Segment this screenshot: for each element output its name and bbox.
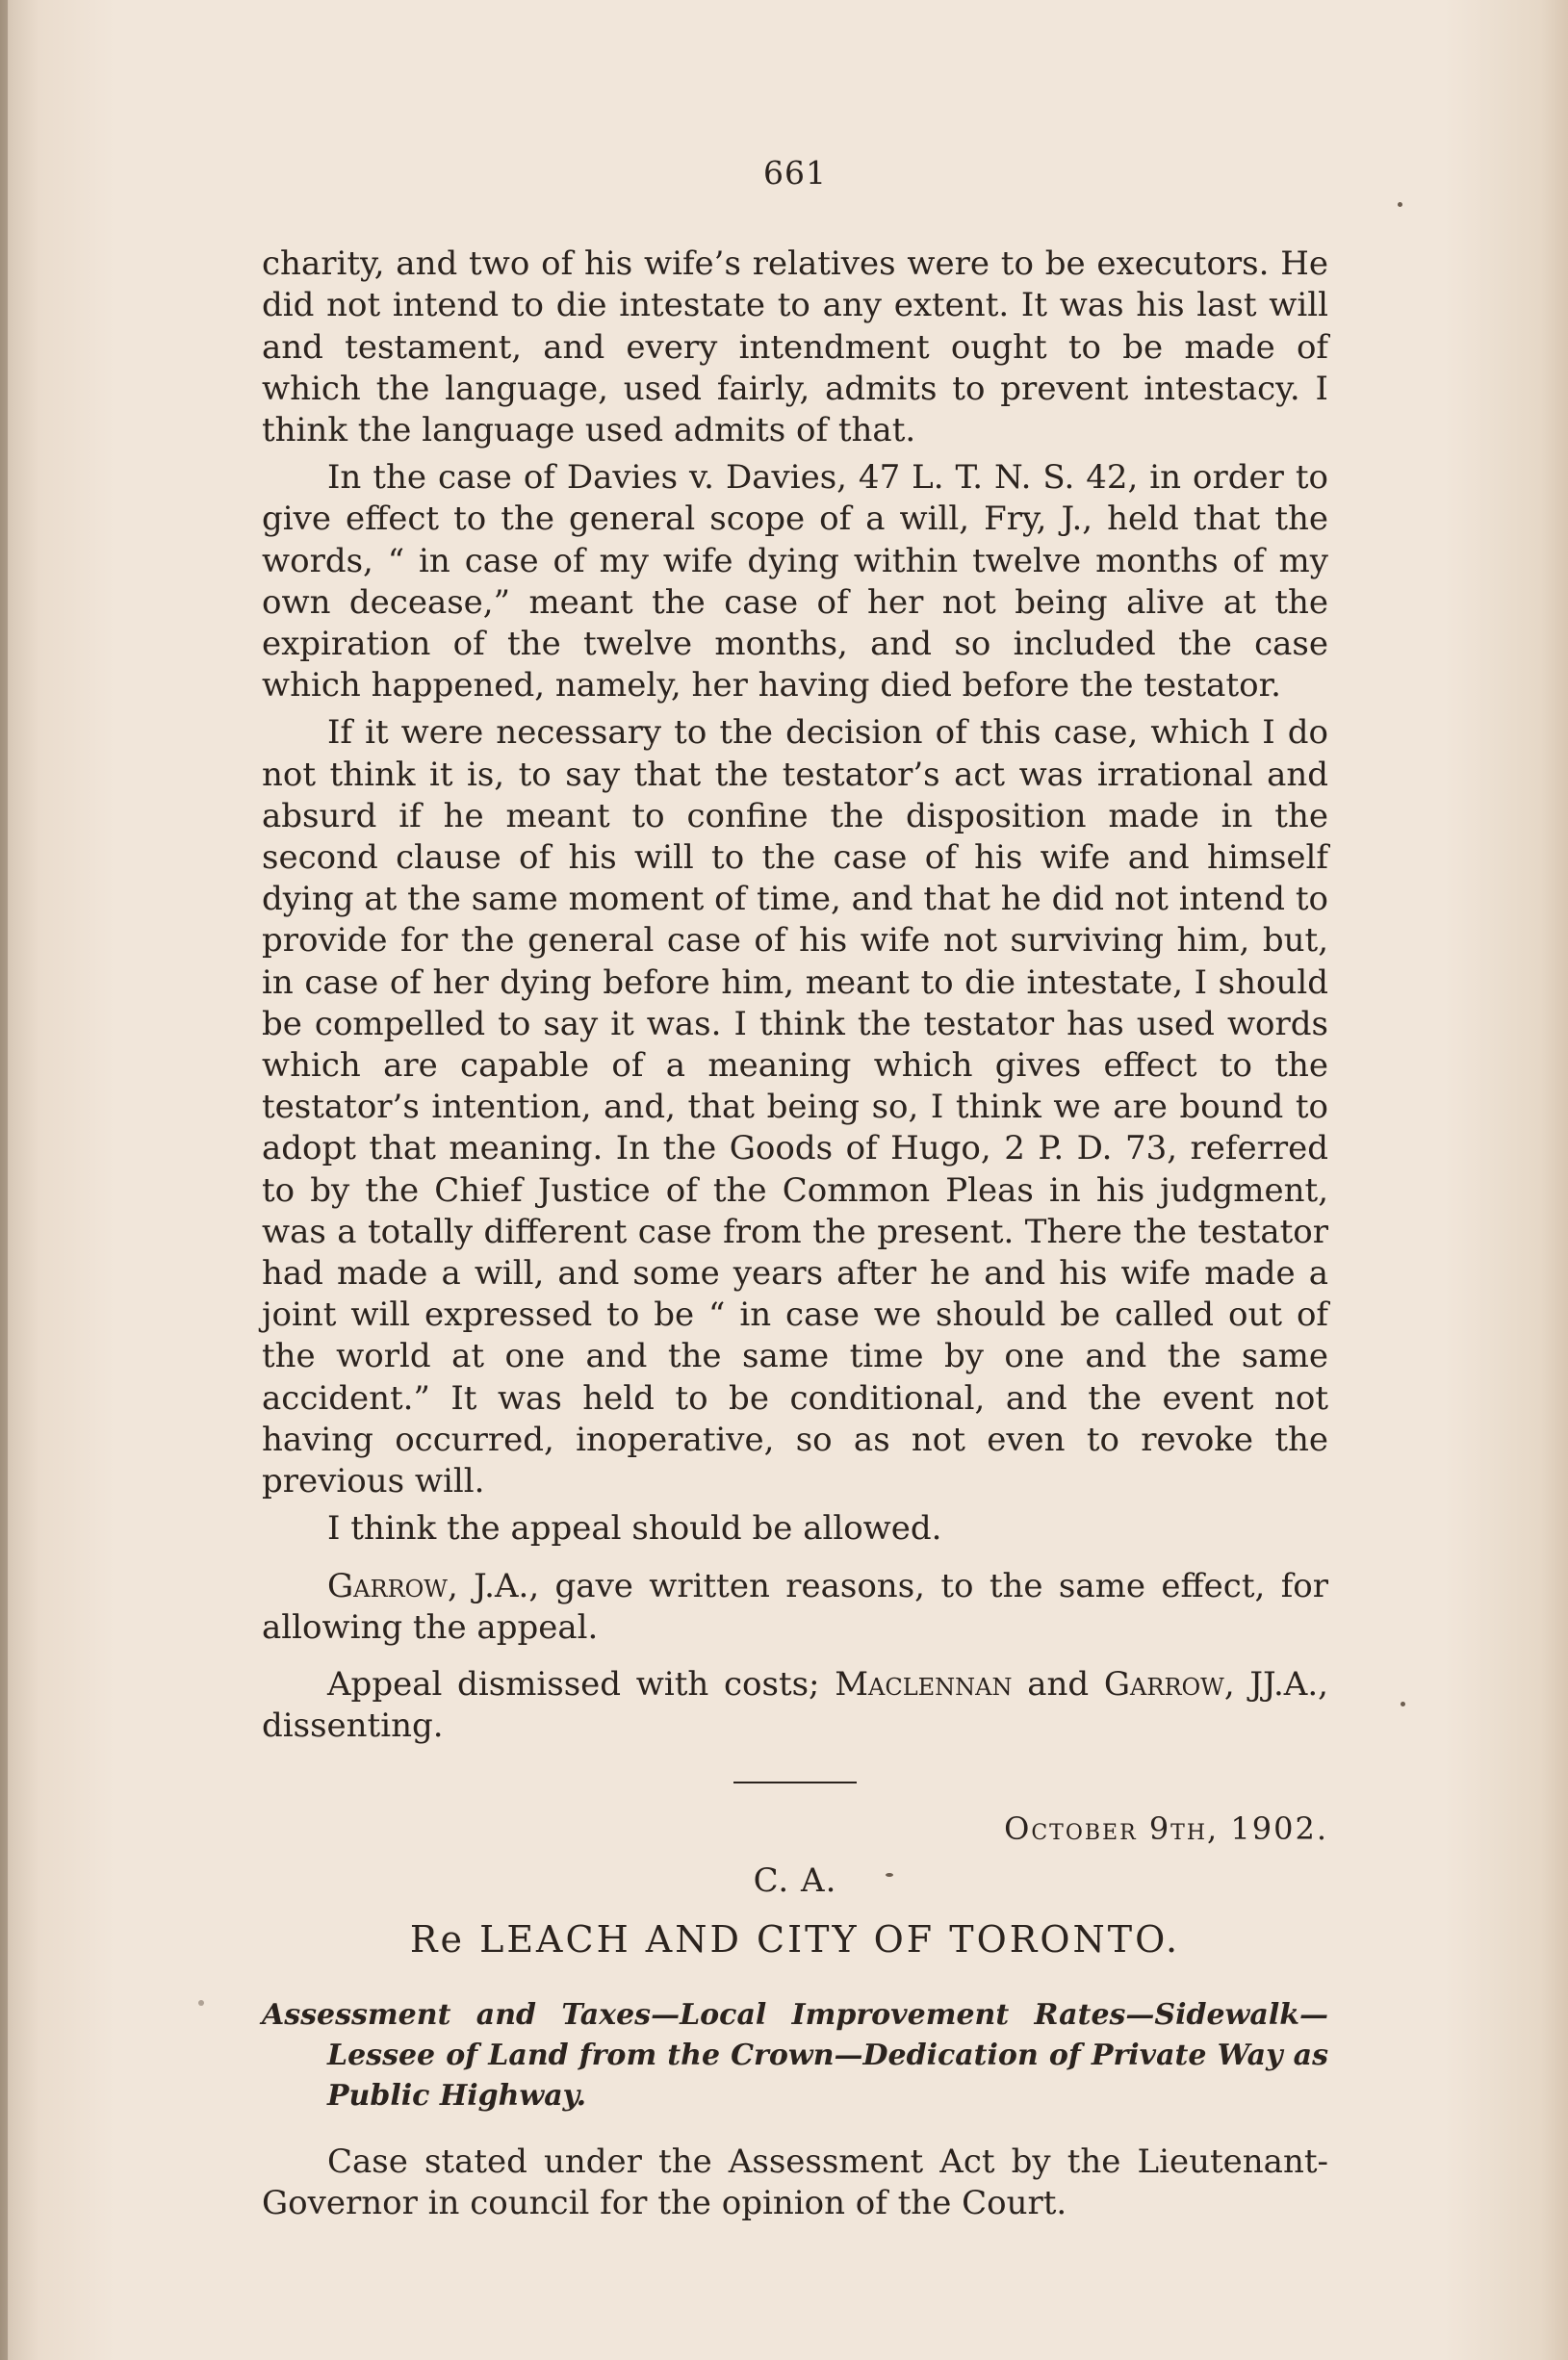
judge-name-maclennan: Maclennan (835, 1664, 1013, 1704)
court-abbreviation: C. A. (753, 1860, 837, 1900)
judge-name-garrow-2: Garrow (1103, 1664, 1224, 1704)
page-gutter-edge (0, 0, 8, 2360)
case-title: Re LEACH AND CITY OF TORONTO. (409, 1917, 1181, 1961)
paragraph-case-stated: Case stated under the Assessment Act by the Lieutenant-Governor in council for the opinion of the Court. (262, 2142, 1328, 2223)
ink-speck (1401, 1702, 1405, 1706)
paragraph-appeal-allowed: I think the appeal should be allowed. (327, 1509, 942, 1549)
section-divider-rule (733, 1782, 857, 1783)
judge-name-garrow: Garrow (327, 1566, 448, 1605)
paragraph-davies-case: In the case of Davies v. Davies, 47 L. T. N. S. 42, in order to give effect to the general scope of a will, Fry, J., held that the words, “ in case of my wife dying within twelve months of my own decease,” meant the case of her not being alive at the expiration of the twelve months, and so included the case which happened, namely, her having died before the testator. (262, 458, 1328, 705)
paragraph-opinion-continued: charity, and two of his wife’s relatives were to be executors. He did not intend to die intestate to any extent. It was his last will and testament, and every intendment ought to be made of which the language, used fairly, admits to prevent intestacy. I think the language used admits of that. (262, 244, 1328, 450)
disposition-middle: and (1012, 1664, 1104, 1704)
garrow-reasons-text: , J.A., gave written reasons, to the same effect, for allowing the appeal. (262, 1566, 1328, 1647)
page-number: 661 (763, 154, 827, 192)
ink-speck (1398, 202, 1402, 207)
paragraph-garrow-reasons (262, 1566, 1328, 1649)
disposition-tail: , JJ.A., dissenting. (262, 1664, 1328, 1746)
ink-speck (198, 2000, 204, 2006)
disposition-lead: Appeal dismissed with costs; (327, 1664, 835, 1704)
paragraph-necessity-argument: If it were necessary to the decision of this case, which I do not think it is, to say that the testator’s act was irrational and absurd if he meant to confine the disposition made in the second clause of his will to the case of his wife and himself dying at the same moment of time, and that he did not intend to provide for the general case of his wife not surviving him, but, in case of her dying before him, meant to die intestate, I should be compelled to say it was. I think the testator has used words which are capable of a meaning which gives effect to the testator’s intention, and, that being so, I think we are bound to adopt that meaning. In the Goods of Hugo, 2 P. D. 73, referred to by the Chief Justice of the Common Pleas in his judgment, was a totally different case from the present. There the testator had made a will, and some years after he and his wife made a joint will expressed to be “ in case we should be called out of the world at one and the same time by one and the same accident.” It was held to be conditional, and the event not having occurred, inoperative, so as not even to revoke the previous will. (262, 713, 1328, 1501)
decision-date: October 9th, 1902. (1004, 1810, 1328, 1848)
paragraph-disposition (262, 1664, 1328, 1747)
headnote-catchwords: Assessment and Taxes—Local Improvement Rates—Sidewalk—Lessee of Land from the Crown—Dedication of Private Way as Public Highway. (262, 1997, 1328, 2113)
page-text-block (262, 152, 1328, 2224)
